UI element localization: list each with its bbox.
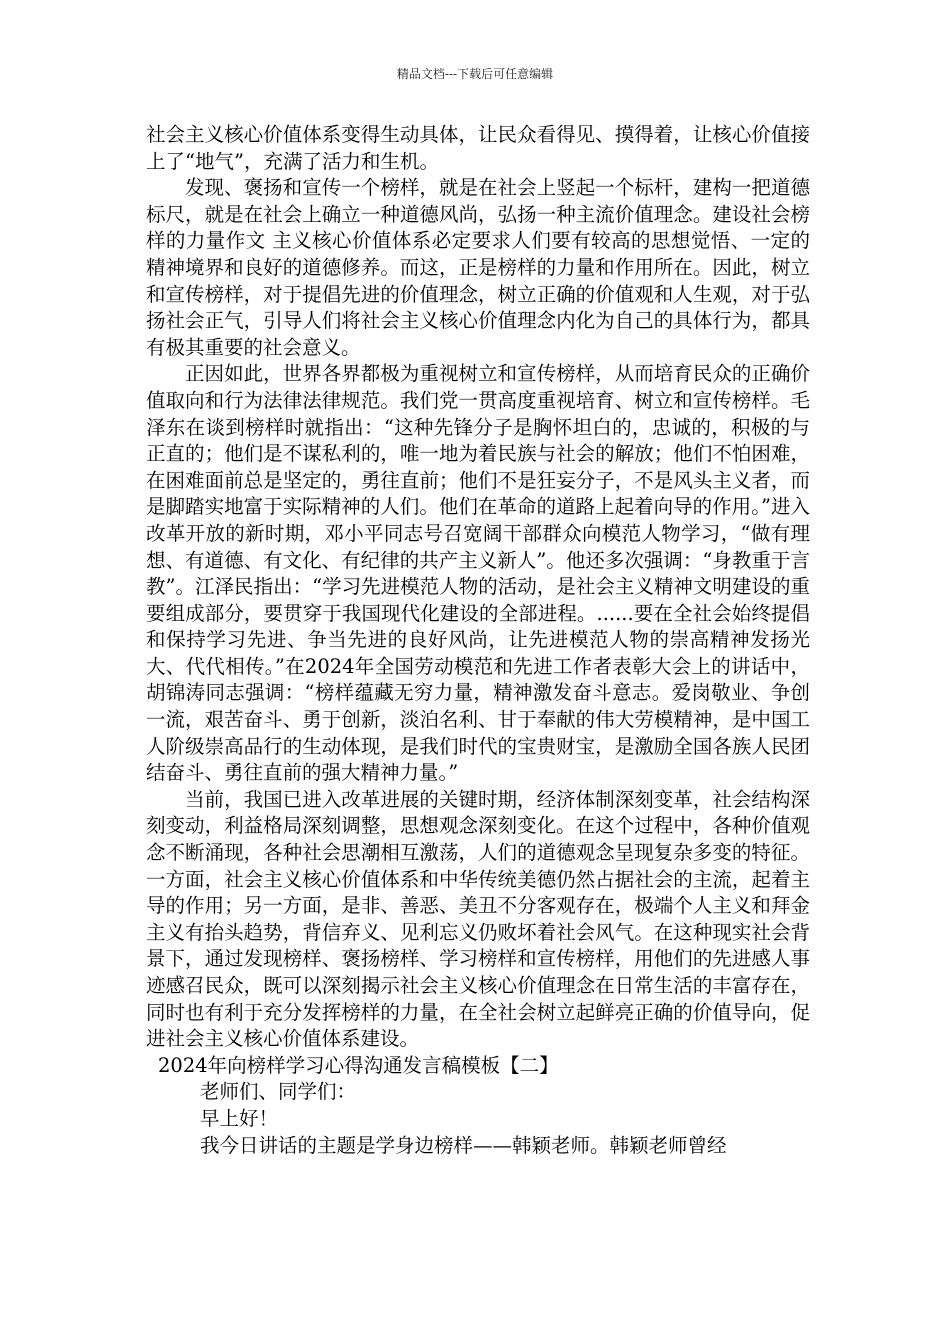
paragraph-3: 正因如此，世界各界都极为重视树立和宣传榜样，从而培育民众的正确价值取向和行为法律法律规范。我们党一贯高度重视培育、树立和宣传榜样。毛泽东在谈到榜样时就指出：“这种先锋分子是胸怀坦白的，忠诚的，积极的与正直的；他们是不谋私利的，唯一地为着民族与社会的解放；他们不怕困难，在困难面前总是坚定的，勇往直前；他们不是狂妄分子，不是风头主义者，而是脚踏实地富于实际精神的人们。他们在革命的道路上起着向导的作用。”进入改革开放的新时期，邓小平同志号召宽阔干部群众向模范人物学习，“做有理想、有道德、有文化、有纪律的共产主义新人”。他还多次强调：“身教重于言教”。江泽民指出：“学习先进模范人物的活动，是社会主义精神文明建设的重要组成部分，要贯穿于我国现代化建设的全部进程。......要在全社会始终提倡和保持学习先进、争当先进的良好风尚，让先进模范人物的崇高精神发扬光大、代代相传。”在2024年全国劳动模范和先进工作者表彰大会上的讲话中，胡锦涛同志强调：“榜样蕴藏无穷力量，精神激发奋斗意志。爱岗敬业、争创一流，艰苦奋斗、勇于创新，淡泊名利、甘于奉献的伟大劳模精神，是中国工人阶级崇高品行的生动体现，是我们时代的宝贵财宝，是激励全国各族人民团结奋斗、勇往直前的强大精神力量。” bbox=[146, 362, 810, 785]
greeting: 早上好！ bbox=[200, 1106, 279, 1130]
section-title: 2024年向榜样学习心得沟通发言稿模板【二】 bbox=[158, 1053, 559, 1077]
page-header: 精品文档---下载后可任意编辑 bbox=[396, 67, 554, 81]
speech-opening: 我今日讲话的主题是学身边榜样——韩颖老师。韩颖老师曾经 bbox=[200, 1133, 727, 1157]
salutation: 老师们、同学们： bbox=[200, 1080, 357, 1104]
paragraph-1: 社会主义核心价值体系变得生动具体，让民众看得见、摸得着，让核心价值接上了“地气”，充满了活力和生机。 bbox=[146, 123, 810, 173]
paragraph-4: 当前，我国已进入改革进展的关键时期，经济体制深刻变革，社会结构深刻变动，利益格局深刻调整，思想观念深刻变化。在这个过程中，各种价值观念不断涌现，各种社会思潮相互激荡，人们的道德观念呈现复杂多变的特征。一方面，社会主义核心价值体系和中华传统美德仍然占据社会的主流，起着主导的作用；另一方面，是非、善恶、美丑不分客观存在，极端个人主义和拜金主义有抬头趋势，背信弃义、见利忘义仍败坏着社会风气。在这种现实社会背景下，通过发现榜样、褒扬榜样、学习榜样和宣传榜样，用他们的先进感人事迹感召民众，既可以深刻揭示社会主义核心价值理念在日常生活的丰富存在，同时也有利于充分发挥榜样的力量，在全社会树立起鲜亮正确的价值导向，促进社会主义核心价值体系建设。 bbox=[146, 787, 810, 1051]
document-body bbox=[146, 122, 810, 1159]
paragraph-2: 发现、褒扬和宣传一个榜样，就是在社会上竖起一个标杆，建构一把道德标尺，就是在社会上确立一种道德风尚，弘扬一种主流价值理念。建设社会榜样的力量作文 主义核心价值体系必定要求人们要有较高的思想觉悟、一定的精神境界和良好的道德修养。而这，正是榜样的力量和作用所在。因此，树立和宣传榜样，对于提倡先进的价值理念，树立正确的价值观和人生观，对于弘扬社会正气，引导人们将社会主义核心价值理念内化为自己的具体行为，都具有极其重要的社会意义。 bbox=[146, 176, 810, 359]
